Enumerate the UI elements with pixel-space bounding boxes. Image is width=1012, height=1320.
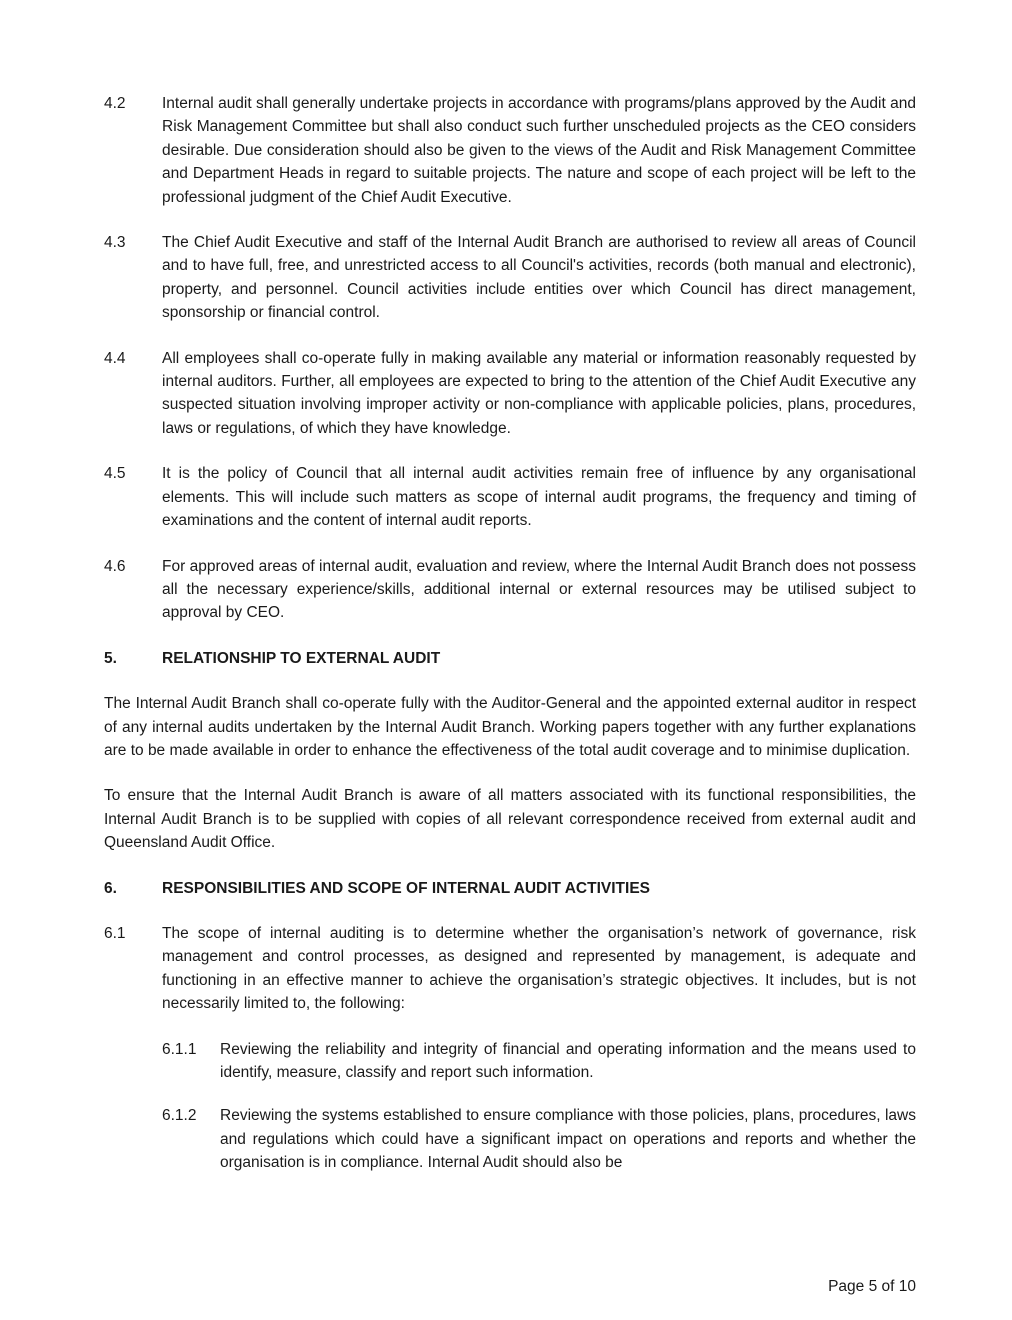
section-5-heading bbox=[104, 647, 916, 670]
page-content bbox=[104, 92, 916, 1195]
section-6-heading bbox=[104, 877, 916, 900]
section-5-paragraph-2: To ensure that the Internal Audit Branch is aware of all matters associated with its functional responsibilities, the Internal Audit Branch is to be supplied with copies of all relevant correspondence received from external audit and Queensland Audit Office. bbox=[104, 787, 916, 852]
clause-4-2 bbox=[104, 92, 916, 209]
clause-text: It is the policy of Council that all internal audit activities remain free of influence by any organisational elements. This will include such matters as scope of internal audit programs, the frequency and timing of examinations and the content of internal audit reports. bbox=[162, 465, 916, 530]
clause-number: 4.3 bbox=[104, 234, 126, 252]
section-number: 6. bbox=[104, 879, 117, 897]
clause-6-1 bbox=[104, 922, 916, 1016]
clause-number: 4.4 bbox=[104, 349, 126, 367]
subclause-6-1-2 bbox=[162, 1104, 916, 1174]
page-number: Page 5 of 10 bbox=[828, 1278, 916, 1295]
subclause-6-1-1 bbox=[162, 1038, 916, 1085]
section-title: RELATIONSHIP TO EXTERNAL AUDIT bbox=[162, 649, 441, 667]
subclause-number: 6.1.1 bbox=[162, 1040, 197, 1058]
clause-text: For approved areas of internal audit, evaluation and review, where the Internal Audit Branch does not possess all the necessary experience/skills, additional internal or external resources may be utilised subject to approval by CEO. bbox=[162, 557, 916, 622]
clause-4-6 bbox=[104, 555, 916, 625]
clause-text: The scope of internal auditing is to determine whether the organisation’s network of governance, risk management and control processes, as designed and represented by management, is adequate and functioning in an effective manner to achieve the organisation’s strategic objectives. It includes, but is not necessarily limited to, the following: bbox=[162, 924, 916, 1013]
subclause-text: Reviewing the reliability and integrity of financial and operating information and the means used to identify, measure, classify and report such information. bbox=[220, 1040, 916, 1081]
clause-4-5 bbox=[104, 462, 916, 532]
clause-text: The Chief Audit Executive and staff of the Internal Audit Branch are authorised to review all areas of Council and to have full, free, and unrestricted access to all Council's activities, records (both manual and electronic), property, and personnel. Council activities include entities over which Council has direct management, sponsorship or financial control. bbox=[162, 234, 916, 322]
clause-number: 4.5 bbox=[104, 465, 126, 483]
clause-text: Internal audit shall generally undertake projects in accordance with programs/plans approved by the Audit and Risk Management Committee but shall also conduct such further unscheduled projects as the CEO considers desirable. Due consideration should also be given to the views of the Audit and Risk Management Committee and Department Heads in regard to suitable projects. The nature and scope of each project will be left to the professional judgment of the Chief Audit Executive. bbox=[162, 95, 916, 206]
section-title: RESPONSIBILITIES AND SCOPE OF INTERNAL AUDIT ACTIVITIES bbox=[162, 879, 651, 897]
clause-number: 4.2 bbox=[104, 95, 126, 112]
section-number: 5. bbox=[104, 649, 117, 667]
subclause-text: Reviewing the systems established to ensure compliance with those policies, plans, procedures, laws and regulations which could have a significant impact on operations and reports and whether the organisation is in compliance. Internal Audit should also be bbox=[220, 1107, 916, 1172]
section-5-paragraph-1: The Internal Audit Branch shall co-operate fully with the Auditor-General and the appointed external auditor in respect of any internal audits undertaken by the Internal Audit Branch. Working papers together with any further explanations are to be made available in order to enhance the effectiveness of the total audit coverage and to minimise duplication. bbox=[104, 695, 916, 759]
clause-text: All employees shall co-operate fully in making available any material or information reasonably requested by internal auditors. Further, all employees are expected to bring to the attention of the Chief Audit Executive any suspected situation involving improper activity or non-compliance with applicable policies, plans, procedures, laws or regulations, of which they have knowledge. bbox=[162, 349, 916, 437]
clause-4-3 bbox=[104, 231, 916, 325]
subclause-number: 6.1.2 bbox=[162, 1107, 197, 1125]
clause-number: 6.1 bbox=[104, 924, 126, 942]
clause-4-4 bbox=[104, 347, 916, 441]
clause-number: 4.6 bbox=[104, 557, 126, 575]
